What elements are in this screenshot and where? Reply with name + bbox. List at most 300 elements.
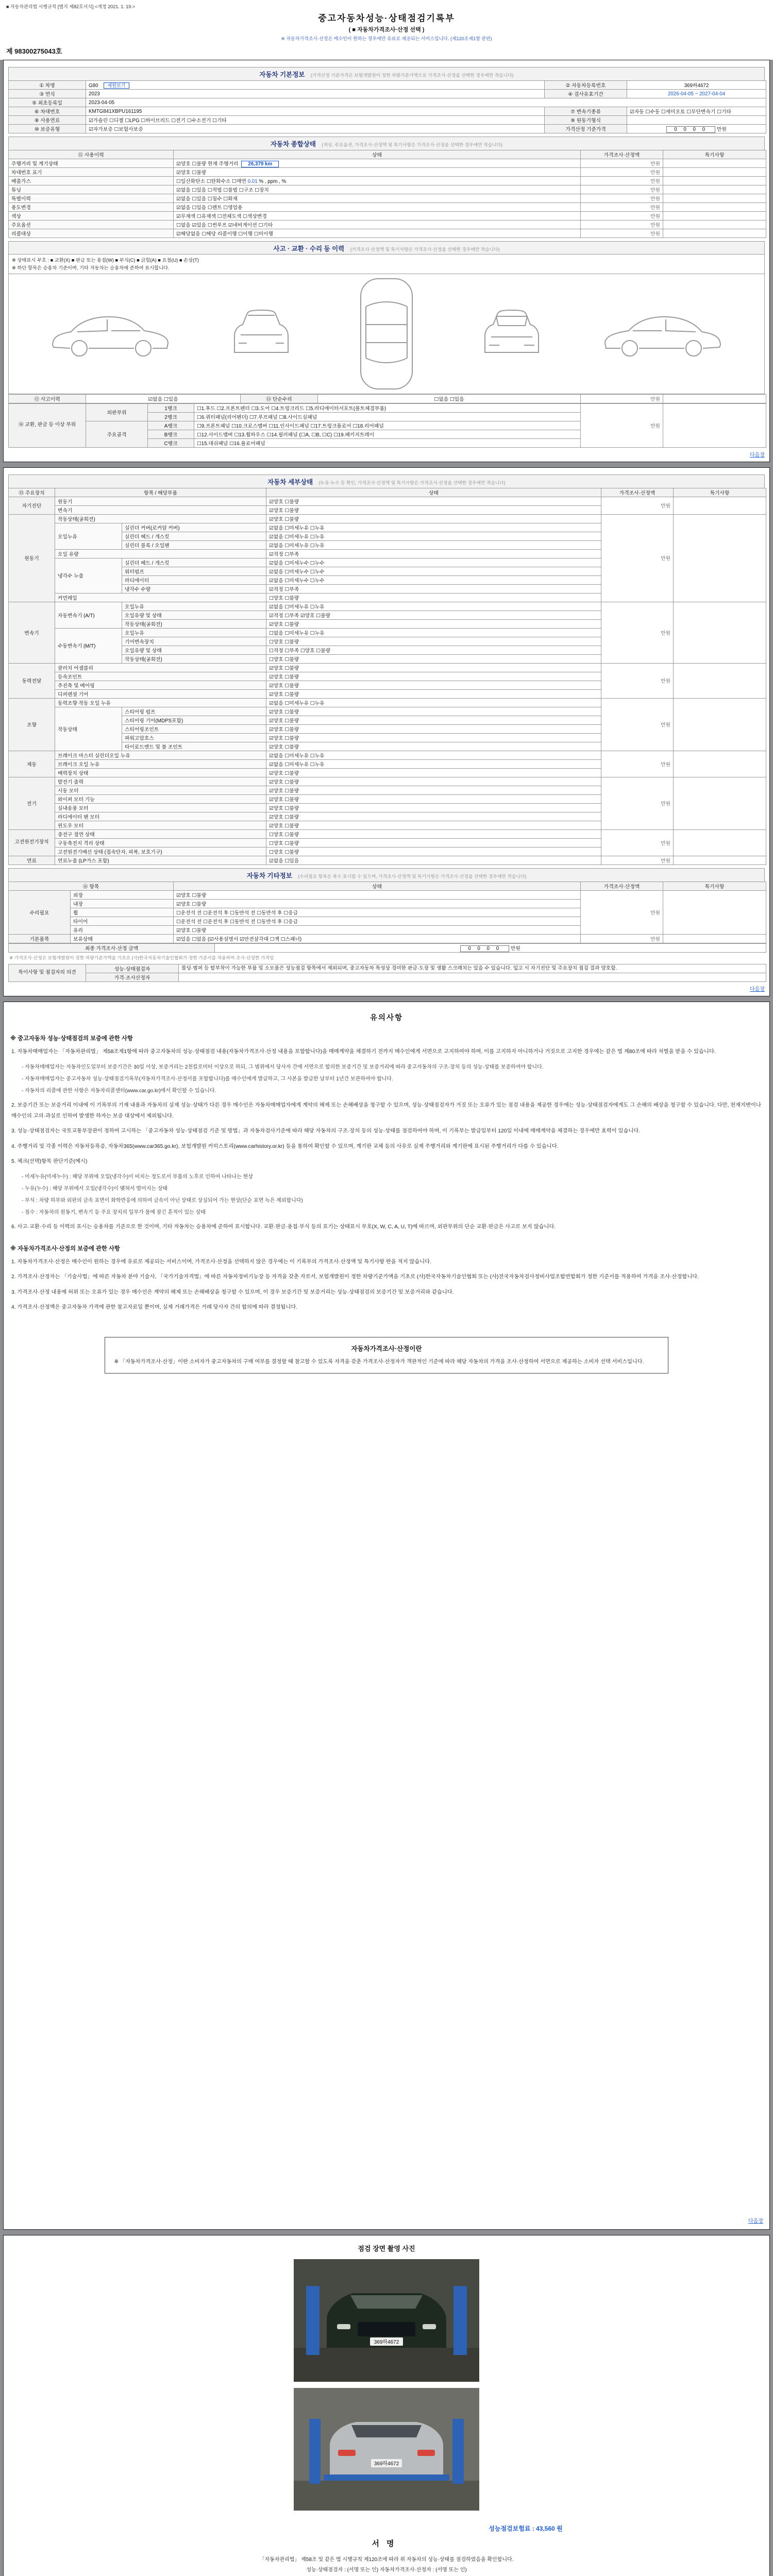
- table-cell: [663, 934, 766, 943]
- table-cell: [627, 125, 766, 133]
- table-cell: 만원: [581, 934, 663, 943]
- table-cell: ☐양호 ☐불량: [266, 847, 601, 856]
- table-cell: ④ 검사유효기간: [545, 90, 627, 98]
- table-cell: 오일누유: [122, 602, 266, 611]
- definition-box-text: ※ 「자동차가격조사·산정」이란 소비자가 중고자동차의 구매 여부를 결정할 때 참고할 수 있도록 자격을 갖춘 가격조사·산정자가 객관적인 기준에 따라 해당 자동차의 가격을 조사·산정하여 서면으로 제공하는 소비자 선택 서비스입니다.: [114, 1359, 644, 1365]
- table-cell: 보유상태: [71, 934, 174, 943]
- law-reference: ■ 자동차관리법 시행규칙 [별지 제82호서식] <개정 2021. 1. 19.>: [6, 4, 135, 9]
- table-cell: 실내송풍 모터: [55, 803, 266, 812]
- table-cell: 타이로드엔드 및 볼 조인트: [122, 742, 266, 751]
- table-cell: 만원: [581, 212, 663, 221]
- other-info-table-table: [8, 882, 766, 943]
- table-cell: 스티어링 펌프: [122, 707, 266, 716]
- car-top-diagram: [348, 275, 425, 393]
- accident-flag-table-table: [8, 394, 766, 403]
- table-cell: 차대번호 표기: [9, 168, 174, 177]
- table-cell: 연료누출 (LP가스 포함): [55, 856, 266, 865]
- table-cell: 기본품목: [9, 934, 71, 943]
- accident-flag-table: [8, 394, 765, 403]
- table-cell: 가격조사·산정액: [601, 488, 674, 497]
- section-title-basic-text: 자동차 기본정보: [259, 71, 305, 78]
- notice-paragraph: - 자동차매매업자는 중고자동차 성능·상태점검기록부(자동차가격조사·산정서를 포함합니다)를 매수인에게 발급하고, 그 사본을 발급한 날부터 1년간 보관하여야 합니다.: [22, 1076, 393, 1082]
- table-cell: ① 차명: [9, 81, 86, 90]
- table-cell: 제동: [9, 751, 55, 777]
- page-title: 중고자동차성능·상태점검기록부: [318, 13, 455, 23]
- page-subtitle: ( ■ 자동차가격조사·산정 선택 ): [348, 27, 425, 33]
- table-cell: ☐양호 ☐불량: [266, 654, 601, 663]
- signature-title: 서명: [372, 2539, 401, 2549]
- insurance-fee-label: 성능점검보험료 :: [489, 2525, 534, 2533]
- inspection-photo-rear: [294, 2388, 479, 2511]
- table-cell: 만원: [581, 159, 663, 168]
- notice-paragraph: - 자동차매매업자는 자동차인도일부터 보증기간은 30일 이상, 보증거리는 2천킬로미터 이상으로 하되, 그 범위에서 당사자 간에 서면으로 합의한 보증기간 및 보증거리에 따라 중고자동차의 구조·장치 등의 성능·상태를 보증하여야 합니다.: [22, 1064, 544, 1071]
- notice-paragraph: 4. 가격조사·산정액은 중고자동차 가격에 관한 참고자료일 뿐이며, 실제 거래가격은 거래 당사자 간의 합의에 따라 결정됩니다.: [11, 1304, 298, 1311]
- basic-info-table: [8, 80, 765, 133]
- notice-paragraph: 3. 성능·상태점검자는 국토교통부장관이 정하여 고시하는 「중고자동차 성능·상태점검 기준 및 방법」과 자동차검사기준에 따라 해당 자동차의 구조·장치 등의 성능·상태를 점검하여야 하며, 이 기록부는 발급일부터 120일 이내에 매매계약을 체결하는 경우에만 효력이 있습니다.: [11, 1128, 641, 1134]
- table-cell: 369하4672: [627, 81, 766, 90]
- inspector-opinion-table-table: [8, 964, 766, 982]
- table-cell: 특별이력: [9, 194, 174, 203]
- section-box-2: [3, 467, 770, 997]
- table-cell: ☐운전석 전 ☐운전석 후 ☐동반석 전 ☐동반석 후 ☐응급: [174, 917, 581, 925]
- photos-title: 점검 장면 촬영 사진: [358, 2245, 415, 2253]
- final-price-note: ※ 가격조사·산정은 보험개발원이 정한 차량기준가액을 기초로 (사)한국자동차기술인협회가 정한 기준서를 적용하여 조사·산정한 가격임: [9, 955, 274, 960]
- section-title-detail-text: 자동차 세부상태: [267, 478, 313, 486]
- table-cell: ☑양호 ☐불량: [174, 925, 581, 934]
- detail-condition-table: [8, 488, 765, 865]
- table-cell: 2랭크: [148, 412, 194, 421]
- table-cell: 고전원전기배선 상태 (접속단자, 피복, 보호기구): [55, 847, 266, 856]
- table-cell: 성능·상태점검자: [86, 964, 179, 973]
- table-cell: 특기사항: [663, 150, 766, 159]
- table-cell: 가격조사·산정액: [581, 882, 663, 890]
- table-cell: [179, 973, 766, 982]
- table-cell: [663, 394, 766, 403]
- table-cell: ☑양호 ☐불량: [266, 742, 601, 751]
- table-cell: ☑없음 ☐미세누유 ☐누유: [266, 698, 601, 707]
- table-cell: ⑮ 주요장치: [9, 488, 55, 497]
- table-cell: 오일누유: [122, 628, 266, 637]
- table-cell: 만원: [601, 663, 674, 698]
- table-cell: ☑적정 ☐부족: [266, 549, 601, 558]
- table-cell: ☑양호 ☐불량: [174, 899, 581, 908]
- table-cell: ☑양호 ☐불량: [266, 724, 601, 733]
- table-cell: 만원: [601, 829, 674, 856]
- table-cell: ② 자동차등록번호: [545, 81, 627, 90]
- table-cell: ☑양호 ☐불량: [174, 890, 581, 899]
- table-cell: ☑없음 ☐있음: [266, 856, 601, 865]
- table-cell: 만원: [581, 403, 663, 447]
- notices-box: [3, 1002, 770, 2230]
- table-cell: ☑양호 ☐불량: [266, 681, 601, 689]
- table-cell: ☑양호 ☐불량: [266, 672, 601, 681]
- insurance-fee-line: [8, 2524, 765, 2533]
- table-cell: [674, 829, 766, 856]
- table-cell: 만원: [581, 194, 663, 203]
- section-title-other: [8, 868, 765, 882]
- table-cell: 브레이크 마스터 실린더오일 누유: [55, 751, 266, 759]
- car-front-diagram: [225, 303, 297, 365]
- table-cell: 윈도우 모터: [55, 821, 266, 829]
- table-cell: 오일누유: [55, 523, 122, 549]
- table-cell: ☑양호 ☐불량: [266, 803, 601, 812]
- notice-heading: ※ 자동차가격조사·산정의 보증에 관한 사항: [10, 1245, 120, 1252]
- table-cell: ⑯ 항목: [9, 882, 174, 890]
- table-cell: ⑦ 변속기종류: [545, 107, 627, 116]
- table-cell: [663, 890, 766, 934]
- table-cell: 외장: [71, 890, 174, 899]
- table-cell: C랭크: [148, 438, 194, 447]
- table-cell: ☑양호 ☐불량: [266, 505, 601, 514]
- table-cell: [663, 159, 766, 168]
- notice-paragraph: 4. 주행거리 및 각종 이력은 자동차등록증, 자동차365(www.car365.go.kr), 보험개발원 카히스토리(www.carhistory.or.kr) 등을 통하여 확인할 수 있으며, 계기판 교체 등의 사유로 실제 주행거리와 계기판에 표시된 주행거리가 다를 수 있습니다.: [11, 1143, 559, 1149]
- section-title-other-text: 자동차 기타정보: [246, 872, 292, 879]
- table-cell: 실린더 헤드 / 개스킷: [122, 558, 266, 567]
- table-cell: [174, 159, 581, 168]
- table-cell: 1랭크: [148, 403, 194, 412]
- text-part: ☐일산화탄소 ☐탄화수소 ☐매연: [176, 179, 248, 184]
- table-cell: [215, 943, 766, 952]
- table-cell: 튜닝: [9, 185, 174, 194]
- table-cell: 기어변속장치: [122, 637, 266, 646]
- table-cell: 특이사항 및 점검자의 의견: [9, 964, 86, 982]
- table-cell: [627, 116, 766, 125]
- table-cell: 상태: [174, 150, 581, 159]
- table-cell: 배력장치 상태: [55, 768, 266, 777]
- signature-area: [8, 2524, 765, 2576]
- notice-heading: ※ 중고자동차 성능·상태점검의 보증에 관한 사항: [10, 1036, 133, 1042]
- table-cell: 2023: [86, 90, 545, 98]
- table-cell: ☑해당없음 ☐해당 리콜이행 ☐이행 ☐미이행: [174, 229, 581, 238]
- table-cell: ☑양호 ☐불량: [266, 777, 601, 786]
- next-page-link[interactable]: 다음장: [750, 987, 765, 993]
- table-cell: 만원: [581, 168, 663, 177]
- table-cell: [663, 229, 766, 238]
- notice-paragraph: 6. 사고·교환·수리 등 이력의 표시는 승용차를 기준으로 한 것이며, 기타 자동차는 승용차에 준하여 표시합니다. 교환·판금·용접·부식 등의 표기는 상태표시 부호(X, W, C, A, U, T)에 따르며, 외판부위의 단순 교환·판금은 사고로 보지 않습니다.: [11, 1224, 556, 1230]
- table-cell: [174, 177, 581, 185]
- table-cell: 실린더 블록 / 오일팬: [122, 540, 266, 549]
- table-cell: 동력전달: [9, 663, 55, 698]
- table-cell: 고전원전기장치: [9, 829, 55, 856]
- table-cell: ☑양호 ☐불량: [266, 663, 601, 672]
- table-cell: ☑없음 ☐미세누수 ☐누수: [266, 575, 601, 584]
- table-cell: ☑양호 ☐불량: [266, 689, 601, 698]
- document-number: 제 98300275043호: [6, 47, 62, 55]
- table-cell: 수동변속기 (M/T): [55, 628, 122, 663]
- table-cell: B랭크: [148, 430, 194, 438]
- text-part: 만원: [509, 945, 520, 952]
- notice-paragraph: 1. 자동차가격조사·산정은 매수인이 원하는 경우에 유료로 제공되는 서비스이며, 가격조사·산정을 선택하지 않은 경우에는 이 기록부의 가격조사·산정액 및 특기사항 란을 적지 않습니다.: [11, 1259, 432, 1265]
- table-cell: ☑양호 ☐불량: [266, 768, 601, 777]
- text-part: 0 0 0 0: [666, 126, 715, 133]
- table-cell: 만원: [581, 177, 663, 185]
- table-cell: 만원: [581, 185, 663, 194]
- table-cell: 발전기 출력: [55, 777, 266, 786]
- table-cell: 연료: [9, 856, 55, 865]
- table-cell: [674, 856, 766, 865]
- notice-paragraph: - 부식 : 차량 하부와 외판의 금속 표면이 화학반응에 의하여 금속이 아닌 상태로 상실되어 가는 현상(단순 표면 녹은 제외합니다): [22, 1198, 303, 1204]
- section-note-accident: (가격조사·산정액 및 특기사항은 가격조사·산정을 선택한 경우에만 적습니다): [350, 247, 500, 252]
- table-cell: [663, 212, 766, 221]
- table-cell: 와이퍼 모터 기능: [55, 794, 266, 803]
- section-title-accident: [8, 241, 765, 255]
- table-cell: ☑양호 ☐불량: [266, 733, 601, 742]
- table-cell: [663, 177, 766, 185]
- table-cell: 내장: [71, 899, 174, 908]
- table-cell: ☐양호 ☐불량: [266, 829, 601, 838]
- table-cell: [663, 185, 766, 194]
- table-cell: 변속기: [9, 602, 55, 663]
- table-cell: ⑭ 교환, 판금 등 이상 부위: [9, 403, 86, 447]
- table-cell: 색상: [9, 212, 174, 221]
- spec-view-button[interactable]: [86, 81, 545, 90]
- text-part: % , ppm , %: [257, 179, 287, 184]
- table-cell: ☑양호 ☐불량: [266, 716, 601, 724]
- table-cell: ☐양호 ☐불량: [266, 593, 601, 602]
- table-cell: ⑥ 차대번호: [9, 107, 86, 116]
- table-cell: ☐1.후드 ☐2.프론트펜더 ☐3.도어 ☐4.트렁크리드 ☐5.라디에이터서포트(볼트체결부품): [194, 403, 581, 412]
- license-plate-text: 369하4672: [374, 2461, 399, 2467]
- table-cell: [674, 514, 766, 602]
- table-cell: 구동축전지 격리 상태: [55, 838, 266, 847]
- table-cell: [663, 221, 766, 229]
- table-cell: ☐운전석 전 ☐운전석 후 ☐동반석 전 ☐동반석 후 ☐응급: [174, 908, 581, 917]
- table-cell: [663, 403, 766, 447]
- table-cell: ☑없음 ☐미세누수 ☐누수: [266, 567, 601, 575]
- table-cell: 가격조사·산정액: [581, 150, 663, 159]
- legend-line-1: ※ 상태표시 부호 : ■ 교환(X) ■ 판금 또는 용접(W) ■ 부식(C) ■ 긁힘(A) ■ 요철(U) ■ 손상(T): [12, 258, 199, 263]
- table-cell: ☑무채색 ☐유채색 ☐전체도색 ☐색상변경: [174, 212, 581, 221]
- table-cell: ☑없음 ☐미세누유 ☐누유: [266, 532, 601, 540]
- table-cell: 리콜대상: [9, 229, 174, 238]
- table-cell: ☑양호 ☐불량: [266, 514, 601, 523]
- table-cell: [663, 203, 766, 212]
- table-cell: ☑양호 ☐불량: [266, 619, 601, 628]
- table-cell: 수리필요: [9, 890, 71, 934]
- table-cell: [663, 168, 766, 177]
- notice-paragraph: - 누유(누수) : 해당 부위에서 오일(냉각수)이 맺혀서 떨어지는 상태: [22, 1186, 168, 1192]
- table-cell: ☐양호 ☐불량: [266, 838, 601, 847]
- notice-paragraph: 2. 보증기간 또는 보증거리 이내에 이 기록부의 기재 내용과 자동차의 실제 성능·상태가 다른 경우 매수인은 자동차매매업자에게 계약의 해제 또는 손해배상을 청구할 수 있으며, 성능·상태점검자가 거짓 또는 오류가 있는 점검 내용을 제공한 경우에는 성능·상태점검자에게도 그 손해의 배상을 청구할 수 있습니다. 다만, 천재지변이나 매수인의 고의·과실로 인하여 발생한 하자는 보증 대상에서 제외됩니다.: [11, 1103, 761, 1119]
- table-cell: [674, 751, 766, 777]
- table-cell: ☐없음 ☐미세누유 ☐누유: [266, 628, 601, 637]
- table-cell: ☑자동 ☐수동 ☐세미오토 ☐무단변속기 ☐기타: [627, 107, 766, 116]
- table-cell: 클러치 어셈블리: [55, 663, 266, 672]
- table-cell: 2023-04-05: [86, 98, 766, 107]
- table-cell: 변속기: [55, 505, 266, 514]
- table-cell: 유리: [71, 925, 174, 934]
- overall-condition-table: [8, 150, 765, 238]
- definition-box-title: 자동차가격조사·산정이란: [351, 1345, 422, 1352]
- table-cell: 만원: [581, 203, 663, 212]
- table-cell: 만원: [601, 856, 674, 865]
- text-part: ☑양호 ☐불량 현재 주행거리: [176, 161, 239, 167]
- table-cell: ☑없음 ☐있음 ☐침수 ☐화재: [174, 194, 581, 203]
- table-cell: 최종 가격조사·산정 금액: [9, 943, 215, 952]
- table-cell: 오일 유량: [55, 549, 266, 558]
- signature-statement: 「자동차관리법」 제58조 및 같은 법 시행규칙 제120조에 따라 위 자동차의 성능·상태를 점검하였음을 확인합니다.: [259, 2557, 514, 2563]
- table-cell: ☑적정 ☐부족 ☑양호 ☐불량: [266, 611, 601, 619]
- table-cell: 라디에이터: [122, 575, 266, 584]
- car-side-left-diagram: [46, 303, 175, 365]
- notice-paragraph: - 침수 : 자동차의 원동기, 변속기 등 주요 장치의 일부가 물에 잠긴 흔적이 있는 상태: [22, 1210, 206, 1215]
- table-cell: 용도변경: [9, 203, 174, 212]
- table-cell: 라디에이터 팬 모터: [55, 812, 266, 821]
- table-cell: KMTG841XBPU161195: [86, 107, 545, 116]
- table-cell: ☑양호 ☐불량: [266, 821, 601, 829]
- section-title-detail: [8, 474, 765, 488]
- table-cell: 스티어링조인트: [122, 724, 266, 733]
- table-cell: 만원: [581, 890, 663, 934]
- next-page-link[interactable]: 다음장: [748, 2218, 763, 2225]
- table-cell: 배출가스: [9, 177, 174, 185]
- section-title-overall-text: 자동차 종합상태: [270, 141, 316, 148]
- next-page-link[interactable]: 다음장: [750, 452, 765, 458]
- inspector-opinion-table: [8, 964, 765, 982]
- table-cell: 만원: [601, 602, 674, 663]
- table-cell: 냉각수 누출: [55, 558, 122, 593]
- section-note-detail: (누유·누수 등 확인, 가격조사·산정액 및 특기사항은 가격조사·산정을 선택한 경우에만 적습니다): [318, 480, 506, 485]
- damage-code-legend: [8, 254, 765, 274]
- table-cell: ⑫ 사고이력: [9, 394, 86, 403]
- table-cell: [674, 497, 766, 514]
- repair-area-table: [8, 403, 765, 448]
- table-cell: 시동 모터: [55, 786, 266, 794]
- final-price-table: [8, 943, 765, 953]
- table-cell: 자기진단: [9, 497, 55, 514]
- table-cell: 만원: [601, 698, 674, 751]
- table-cell: ☑없음 ☐미세누수 ☐누수: [266, 558, 601, 567]
- table-cell: 커먼레일: [55, 593, 266, 602]
- table-cell: ☐15.대쉬패널 ☐16.플로어패널: [194, 438, 581, 447]
- table-cell: 파워고압호스: [122, 733, 266, 742]
- table-cell: ☐없음 ☑있음 ☐썬루프 ☑네비게이션 ☐기타: [174, 221, 581, 229]
- section-note-overall: (색상, 주요옵션, 가격조사·산정액 및 특기사항은 가격조사·산정을 선택한 경우에만 적습니다): [322, 142, 503, 147]
- table-cell: 작동상태(공회전): [55, 514, 266, 523]
- table-cell: ☐6.쿼터패널(리어펜더) ☐7.루프패널 ☐8.사이드실패널: [194, 412, 581, 421]
- basic-info-table-table: [8, 80, 766, 133]
- table-cell: ☑없음 ☐미세누유 ☐누유: [266, 602, 601, 611]
- table-cell: ☑양호 ☐불량: [174, 168, 581, 177]
- text-part: 26,379 km: [241, 161, 279, 167]
- table-cell: 주행거리 및 계기상태: [9, 159, 174, 168]
- table-cell: 자동변속기 (A/T): [55, 602, 122, 628]
- notice-paragraph: - 미세누유(미세누수) : 해당 부위에 오일(냉각수)이 비치는 정도로서 부품의 노후로 인하여 나타나는 현상: [22, 1174, 253, 1180]
- legend-line-2: ※ 하단 항목은 승용차 기준이며, 기타 자동차는 승용차에 준하여 표시합니다.: [12, 265, 170, 270]
- table-cell: 만원: [601, 751, 674, 777]
- table-cell: ☑없음 ☐있음 ☐적법 ☐불법 ☐구조 ☐장치: [174, 185, 581, 194]
- table-cell: ☑적정 ☐부족: [266, 584, 601, 593]
- other-info-table: [8, 882, 765, 943]
- notice-paragraph: 2. 가격조사·산정자는 「기술사법」에 따른 자동차 분야 기술사, 「국가기술자격법」에 따른 자동차정비기능장 등 자격을 갖춘 자로서, 보험개발원이 정한 차량기준가액을 기초로 (사)한국자동차기술인협회 또는 (사)전국자동차검사정비사업조합연합회가 정한 기준서를 적용하여 가격을 조사·산정합니다.: [11, 1274, 699, 1280]
- table-cell: 만원: [601, 777, 674, 829]
- table-cell: ☑있음 ☐없음 (☑사용설명서 ☑안전삼각대 ☐잭 ☐스패너): [174, 934, 581, 943]
- table-cell: 동력조향 작동 오일 누유: [55, 698, 266, 707]
- table-cell: ③ 연식: [9, 90, 86, 98]
- table-cell: 상태: [266, 488, 601, 497]
- table-cell: 브레이크 오일 누유: [55, 759, 266, 768]
- text-part: G80: [89, 82, 98, 89]
- table-cell: 만원: [581, 221, 663, 229]
- table-cell: A랭크: [148, 421, 194, 430]
- notice-paragraph: 5. 체크(선택)항목 판단기준(예시): [11, 1159, 88, 1165]
- table-cell: 디퍼렌셜 기어: [55, 689, 266, 698]
- table-cell: ☑없음 ☐미세누유 ☐누유: [266, 540, 601, 549]
- table-cell: ☑양호 ☐불량: [266, 786, 601, 794]
- table-cell: 작동상태(공회전): [122, 619, 266, 628]
- table-cell: [663, 194, 766, 203]
- table-cell: ⑬ 단순수리: [241, 394, 318, 403]
- table-cell: ☐적정 ☐부족 ☐양호 ☐불량: [266, 646, 601, 654]
- report-header: [0, 0, 773, 60]
- table-cell: 타이어: [71, 917, 174, 925]
- car-side-right-diagram: [598, 303, 727, 365]
- table-cell: ☑자가보증 ☐보험사보증: [86, 125, 545, 133]
- table-cell: 만원: [601, 514, 674, 602]
- table-cell: 가격·조사산정자: [86, 973, 179, 982]
- notice-paragraph: 1. 자동차매매업자는 「자동차관리법」 제58조제1항에 따라 중고자동차의 성능·상태점검 내용(자동차가격조사·산정 내용을 포함합니다)을 매매계약을 체결하기 전까지 매수인에게 서면으로 고지하여야 하며, 이를 고지하지 아니하거나 거짓으로 고지한 경우에는 같은 법 제80조에 따라 처벌을 받을 수 있습니다.: [11, 1049, 716, 1055]
- section-title-basic: [8, 67, 765, 80]
- table-cell: 원동기: [55, 497, 266, 505]
- section-title-overall: [8, 137, 765, 150]
- section-note-other: (수리필요 항목은 복수 표시할 수 있으며, 가격조사·산정액 및 특기사항은 가격조사·산정을 선택한 경우에만 적습니다): [298, 873, 527, 879]
- table-cell: 만원: [601, 497, 674, 514]
- text-part: 만원: [715, 127, 727, 132]
- table-cell: 원동기: [9, 514, 55, 602]
- inspection-photo-front: [294, 2259, 479, 2382]
- table-cell: 실린더 헤드 / 개스킷: [122, 532, 266, 540]
- table-cell: 주요골격: [86, 421, 148, 447]
- table-cell: ☑없음 ☐있음 ☐렌트 ☐영업용: [174, 203, 581, 212]
- table-cell: 특기사항: [663, 882, 766, 890]
- table-cell: 상태: [174, 882, 581, 890]
- table-cell: 몰딩·범퍼 등 탈부착이 가능한 부품 및 소모품은 성능점검 항목에서 제외되며, 중고자동차 특성상 경미한 판금·도장 및 생활 스크래치는 있을 수 있습니다. 입고 시 자기진단 및 주요장치 점검 결과 양호함.: [179, 964, 766, 973]
- table-cell: 워터펌프: [122, 567, 266, 575]
- table-cell: ☑없음 ☐미세누유 ☐누유: [266, 523, 601, 532]
- table-cell: ☑양호 ☐불량: [266, 497, 601, 505]
- table-cell: 2026-04-05 ~ 2027-04-04: [627, 90, 766, 98]
- table-cell: ☐없음 ☐있음: [318, 394, 581, 403]
- final-price-table-table: [8, 943, 766, 953]
- section-note-basic: (가격산정 기준가격은 보험개발원이 정한 차량기준가액으로 가격조사·산정을 선택한 경우에만 적습니다): [310, 73, 514, 78]
- table-cell: 항목 / 해당부품: [55, 488, 266, 497]
- table-cell: 외판부위: [86, 403, 148, 421]
- table-cell: 작동상태(공회전): [122, 654, 266, 663]
- table-cell: 스티어링 기어(MDPS포함): [122, 716, 266, 724]
- signature-names-line: 성능·상태점검자 : (서명 또는 인) 자동차가격조사·산정자 : (서명 또는 인): [306, 2567, 467, 2573]
- table-cell: 오일유량 및 상태: [122, 646, 266, 654]
- table-cell: 등속조인트: [55, 672, 266, 681]
- table-cell: ⑩ 보증유형: [9, 125, 86, 133]
- table-cell: 특기사항: [674, 488, 766, 497]
- table-cell: ⑪ 사용이력: [9, 150, 174, 159]
- table-cell: [674, 698, 766, 751]
- table-cell: [674, 777, 766, 829]
- notice-paragraph: - 자동차의 리콜에 관한 사항은 자동차리콜센터(www.car.go.kr)에서 확인할 수 있습니다.: [22, 1088, 216, 1094]
- text-part: 0 0 0 0: [460, 945, 509, 952]
- section-box-1: [3, 60, 770, 462]
- table-cell: ☐양호 ☐불량: [266, 637, 601, 646]
- section-title-accident-text: 사고 · 교환 · 수리 등 이력: [273, 245, 345, 252]
- table-cell: ☑양호 ☐불량: [266, 794, 601, 803]
- car-damage-diagram: [8, 274, 765, 394]
- table-cell: 전기: [9, 777, 55, 829]
- table-cell: 주요옵션: [9, 221, 174, 229]
- table-cell: 충전구 절연 상태: [55, 829, 266, 838]
- detail-condition-table-table: [8, 488, 766, 865]
- table-cell: ⑧ 사용연료: [9, 116, 86, 125]
- table-cell: [674, 602, 766, 663]
